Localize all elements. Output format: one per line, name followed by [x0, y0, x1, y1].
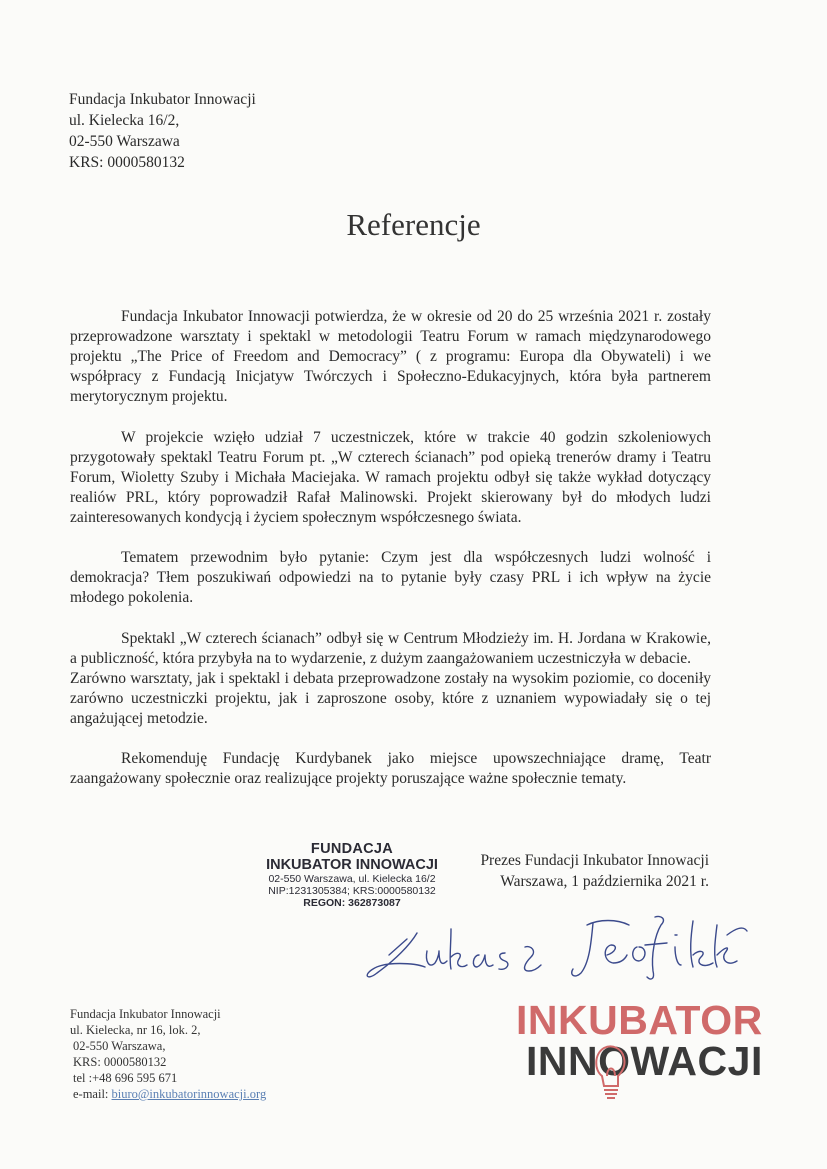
signature-caption — [459, 850, 709, 892]
stamp-line-4: NIP:1231305384; KRS:0000580132 — [268, 885, 436, 897]
stamp-line-1: FUNDACJA — [310, 841, 394, 857]
paragraph-3: Tematem przewodnim było pytanie: Czym jest dla współczesnych ludzi wolność i demokracja? Tłem poszukiwań odpowiedzi na to pytanie były czasy PRL i ich wpływ na życie młodego pokolenia. — [70, 549, 711, 607]
footer-krs: KRS: 0000580132 — [73, 1055, 167, 1069]
footer-phone: tel :+48 696 595 671 — [73, 1071, 178, 1085]
footer-city: 02-550 Warszawa, — [73, 1039, 166, 1053]
inkubator-logo — [516, 997, 763, 1084]
footer-email-label: e-mail: — [73, 1087, 109, 1101]
sender-street: ul. Kielecka 16/2, — [69, 112, 180, 129]
place-date: Warszawa, 1 października 2021 r. — [500, 873, 709, 890]
stamp-line-3: 02-550 Warszawa, ul. Kielecka 16/2 — [268, 873, 436, 885]
sender-address — [69, 89, 256, 173]
sender-krs: KRS: 0000580132 — [69, 154, 185, 171]
footer-name: Fundacja Inkubator Innowacji — [70, 1007, 221, 1021]
footer-street: ul. Kielecka, nr 16, lok. 2, — [70, 1023, 201, 1037]
handwritten-signature — [355, 895, 785, 995]
lightbulb-icon — [588, 1036, 634, 1108]
paragraph-4: Spektakl „W czterech ścianach” odbył się w Centrum Młodzieży im. H. Jordana w Krakowie, a publiczność, która przybyła na to wydarzenie, z dużym zaangażowaniem uczestniczyła w debacie. — [70, 629, 711, 667]
paragraph-6: Rekomenduję Fundację Kurdybanek jako miejsce upowszechniające dramę, Teatr zaangażowany społecznie oraz realizujące projekty poruszające ważne społecznie tematy. — [70, 750, 711, 788]
sender-name: Fundacja Inkubator Innowacji — [69, 91, 256, 108]
stamp-line-2: INKUBATOR INNOWACJI — [266, 857, 438, 873]
paragraph-2: W projekcie wzięło udział 7 uczestniczek, które w trakcie 40 godzin szkoleniowych przygotowały spektakl Teatru Forum pt. „W czterech ścianach” pod opieką trenerów dramy i Teatru Forum, Wioletty Szuby i Michała Maciejaka. W ramach projektu odbył się także wykład dotyczący realiów PRL, który poprowadził Rafał Malinowski. Projekt skierowany był do młodych ludzi zainteresowanych kondycją i życiem społecznym współczesnego świata. — [70, 428, 711, 526]
paragraph-1: Fundacja Inkubator Innowacji potwierdza, że w okresie od 20 do 25 września 2021 r. zostały przeprowadzone warsztaty i spektakl w metodologii Teatru Forum w ramach międzynarodowego projektu „The Price of Freedom and Democracy” ( z programu: Europa dla Obywateli) i we współpracy z Fundacją Inicjatyw Twórczych i Społeczno-Edukacyjnych, która była partnerem merytorycznym projektu. — [70, 308, 711, 406]
document-title: Referencje — [346, 207, 481, 242]
footer-email-link[interactable]: biuro@inkubatorinnowacji.org — [111, 1087, 267, 1101]
logo-line-2: INNOWACJI — [526, 1038, 763, 1084]
sender-city: 02-550 Warszawa — [69, 133, 180, 150]
stamp-line-5: REGON: 362873087 — [303, 897, 401, 909]
logo-line-1: INKUBATOR — [516, 997, 763, 1043]
footer-contact — [70, 1006, 266, 1102]
footer-email-row — [70, 1086, 266, 1102]
letter-body — [70, 307, 711, 809]
paragraph-5: Zarówno warsztaty, jak i spektakl i debata przeprowadzone zostały na wysokim poziomie, co doceniły zarówno uczestniczki projektu, jak i zaproszone osoby, które z uznaniem wypowiadały się o tej angażującej metodzie. — [70, 669, 711, 727]
president-title: Prezes Fundacji Inkubator Innowacji — [480, 852, 709, 869]
